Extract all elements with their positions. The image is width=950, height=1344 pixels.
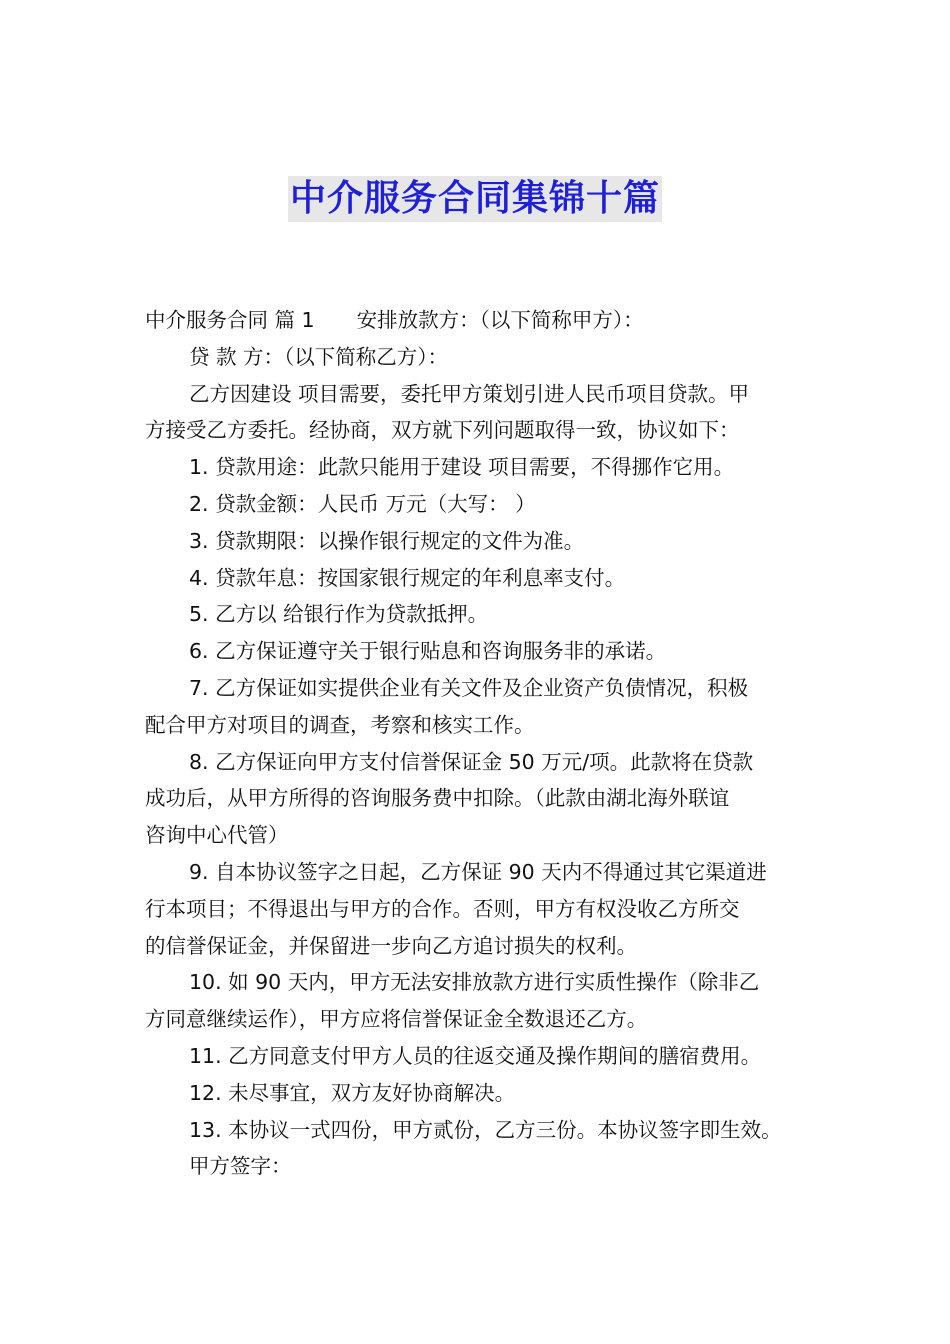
clause-line: 配合甲方对项目的调查，考察和核实工作。 [145,712,535,737]
paragraph-line: 方接受乙方委托。经协商，双方就下列问题取得一致，协议如下： [145,418,740,443]
document-body [145,302,810,1185]
clause-line: 咨询中心代管） [145,823,289,848]
clause-line: 13. 本协议一式四份，甲方贰份，乙方三份。本协议签字即生效。 [189,1117,782,1142]
lender-label: 安排放款方：（以下简称甲方）： [356,308,644,332]
clause-line: 成功后，从甲方所得的咨询服务费中扣除。（此款由湖北海外联谊 [145,786,730,811]
clause-line: 3. 贷款期限：以操作银行规定的文件为准。 [189,528,585,553]
paragraph-line: 乙方因建设 项目需要，委托甲方策划引进人民币项目贷款。甲 [189,381,750,406]
clause-line: 10. 如 90 天内，甲方无法安排放款方进行实质性操作（除非乙 [189,970,760,995]
clause-line: 方同意继续运作），甲方应将信誉保证金全数退还乙方。 [145,1007,648,1032]
section-heading: 中介服务合同 篇 1 [145,308,315,332]
clause-line: 2. 贷款金额：人民币 万元（大写： ） [189,491,536,516]
title-container [0,176,950,222]
document-title: 中介服务合同集锦十篇 [288,176,662,222]
clause-line: 9. 自本协议签字之日起，乙方保证 90 天内不得通过其它渠道进 [189,859,767,884]
clause-line: 6. 乙方保证遵守关于银行贴息和咨询服务非的承诺。 [189,639,667,664]
clause-line: 12. 未尽事宜，双方友好协商解决。 [189,1080,516,1105]
clause-line: 的信誉保证金，并保留进一步向乙方追讨损失的权利。 [145,933,637,958]
clause-line: 7. 乙方保证如实提供企业有关文件及企业资产负债情况，积极 [189,675,749,700]
clause-line: 11. 乙方同意支付甲方人员的往返交通及操作期间的膳宿费用。 [189,1043,762,1068]
clause-line: 4. 贷款年息：按国家银行规定的年利息率支付。 [189,565,626,590]
paragraph-line: 贷 款 方：（以下简称乙方）： [189,344,449,369]
clause-line: 5. 乙方以 给银行作为贷款抵押。 [189,602,489,627]
signature-line: 甲方签字： [189,1154,292,1179]
section-heading-line [145,302,810,339]
clause-line: 8. 乙方保证向甲方支付信誉保证金 50 万元/项。此款将在贷款 [189,749,754,774]
clause-line: 行本项目；不得退出与甲方的合作。否则，甲方有权没收乙方所交 [145,896,740,921]
clause-line: 1. 贷款用途：此款只能用于建设 项目需要，不得挪作它用。 [189,455,735,480]
